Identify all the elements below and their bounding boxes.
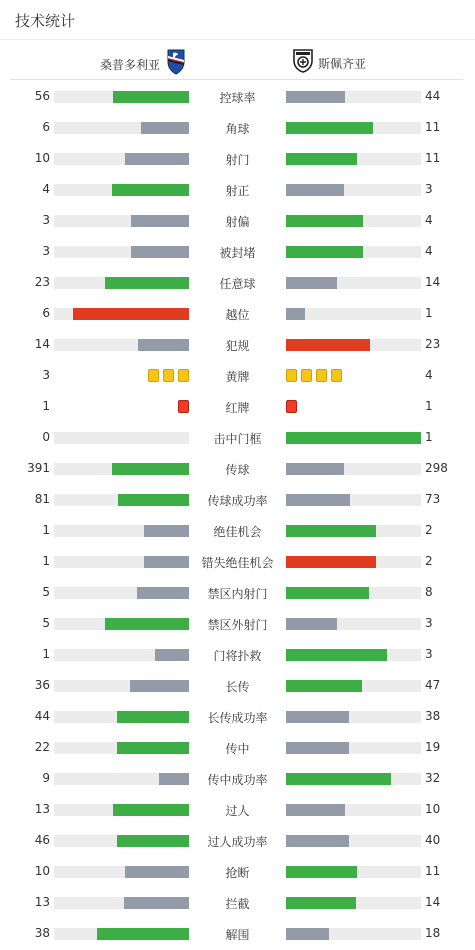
stat-row <box>0 360 475 391</box>
away-cards <box>286 369 342 382</box>
away-stat-value: 14 <box>425 895 441 909</box>
home-bar-fill <box>117 711 189 723</box>
stat-label: 错失绝佳机会 <box>201 556 274 570</box>
home-bar-track <box>54 91 189 103</box>
away-cards <box>286 400 297 413</box>
home-stat-value: 3 <box>42 213 50 227</box>
away-bar-fill <box>286 91 345 103</box>
away-bar-track <box>286 246 421 258</box>
home-stat-value: 9 <box>42 771 50 785</box>
stat-row <box>0 701 475 732</box>
home-bar-fill <box>155 649 189 661</box>
home-stat-value: 10 <box>34 864 50 878</box>
home-bar-track <box>54 246 189 258</box>
away-bar-fill <box>286 184 344 196</box>
home-stat-value: 391 <box>27 461 50 475</box>
stat-label: 任意球 <box>219 277 256 291</box>
away-bar-fill <box>286 277 337 289</box>
stat-label: 长传成功率 <box>207 711 268 725</box>
away-bar-fill <box>286 556 376 568</box>
home-bar-fill <box>131 246 189 258</box>
away-bar-fill <box>286 866 357 878</box>
stat-row <box>0 918 475 949</box>
away-stat-value: 3 <box>425 647 433 661</box>
stat-label: 长传 <box>225 680 250 694</box>
home-bar-track <box>54 432 189 444</box>
away-stat-value: 19 <box>425 740 441 754</box>
away-stat-value: 8 <box>425 585 433 599</box>
stat-label: 射门 <box>225 153 250 167</box>
away-bar-track <box>286 649 421 661</box>
yellow-card-icon <box>163 369 174 382</box>
away-stat-value: 4 <box>425 213 433 227</box>
stat-label: 传球 <box>225 463 250 477</box>
home-bar-track <box>54 215 189 227</box>
away-stat-value: 3 <box>425 182 433 196</box>
stat-row <box>0 732 475 763</box>
away-bar-fill <box>286 928 329 940</box>
away-bar-fill <box>286 680 362 692</box>
home-bar-fill <box>137 587 189 599</box>
away-bar-track <box>286 215 421 227</box>
home-stat-value: 1 <box>42 399 50 413</box>
away-stat-value: 1 <box>425 399 433 413</box>
home-bar-track <box>54 494 189 506</box>
stat-label: 射偏 <box>225 215 250 229</box>
home-bar-fill <box>112 184 189 196</box>
away-bar-fill <box>286 897 356 909</box>
away-stat-value: 298 <box>425 461 448 475</box>
home-bar-track <box>54 866 189 878</box>
stat-row <box>0 174 475 205</box>
away-stat-value: 11 <box>425 151 441 165</box>
away-bar-track <box>286 711 421 723</box>
away-bar-track <box>286 122 421 134</box>
away-bar-fill <box>286 494 350 506</box>
stat-label: 被封堵 <box>219 246 256 260</box>
home-cards <box>178 400 189 413</box>
teams-header <box>10 40 463 80</box>
away-bar-track <box>286 463 421 475</box>
yellow-card-icon <box>316 369 327 382</box>
stat-row <box>0 608 475 639</box>
away-bar-fill <box>286 587 369 599</box>
stat-row <box>0 391 475 422</box>
home-bar-track <box>54 463 189 475</box>
stat-label: 控球率 <box>219 91 256 105</box>
away-stat-value: 40 <box>425 833 441 847</box>
stat-row <box>0 329 475 360</box>
home-bar-track <box>54 277 189 289</box>
home-bar-fill <box>117 742 189 754</box>
away-bar-fill <box>286 835 349 847</box>
stat-label: 击中门框 <box>213 432 262 446</box>
home-bar-track <box>54 308 189 320</box>
home-stat-value: 13 <box>34 802 50 816</box>
away-stat-value: 73 <box>425 492 441 506</box>
away-bar-fill <box>286 618 337 630</box>
stat-row <box>0 639 475 670</box>
home-bar-track <box>54 556 189 568</box>
stat-row <box>0 298 475 329</box>
home-bar-track <box>54 928 189 940</box>
home-bar-track <box>54 835 189 847</box>
home-stat-value: 6 <box>42 306 50 320</box>
home-stat-value: 13 <box>34 895 50 909</box>
stat-label: 抢断 <box>225 866 250 880</box>
home-bar-fill <box>118 494 189 506</box>
away-stat-value: 2 <box>425 554 433 568</box>
away-bar-track <box>286 897 421 909</box>
away-stat-value: 4 <box>425 368 433 382</box>
away-team-crest-icon <box>293 49 313 77</box>
away-stat-value: 18 <box>425 926 441 940</box>
away-bar-track <box>286 494 421 506</box>
away-bar-track <box>286 742 421 754</box>
home-bar-fill <box>144 525 189 537</box>
stat-label: 禁区外射门 <box>207 618 268 632</box>
stat-row <box>0 887 475 918</box>
stat-row <box>0 484 475 515</box>
away-stat-value: 1 <box>425 306 433 320</box>
home-bar-track <box>54 618 189 630</box>
home-bar-track <box>54 587 189 599</box>
stat-label: 禁区内射门 <box>207 587 268 601</box>
stat-row <box>0 856 475 887</box>
away-stat-value: 4 <box>425 244 433 258</box>
home-stat-value: 56 <box>34 89 50 103</box>
stat-row <box>0 143 475 174</box>
red-card-icon <box>178 400 189 413</box>
home-stat-value: 0 <box>42 430 50 444</box>
away-stat-value: 47 <box>425 678 441 692</box>
away-bar-track <box>286 587 421 599</box>
stat-label: 犯规 <box>225 339 250 353</box>
away-bar-fill <box>286 711 349 723</box>
stat-label: 拦截 <box>225 897 250 911</box>
away-bar-fill <box>286 432 421 444</box>
home-stat-value: 6 <box>42 120 50 134</box>
home-bar-fill <box>138 339 189 351</box>
away-bar-track <box>286 680 421 692</box>
stat-label: 射正 <box>225 184 250 198</box>
away-bar-fill <box>286 308 305 320</box>
home-stat-value: 22 <box>34 740 50 754</box>
stat-label: 解围 <box>225 928 250 942</box>
home-bar-fill <box>125 866 189 878</box>
home-bar-track <box>54 153 189 165</box>
home-bar-fill <box>130 680 189 692</box>
home-stat-value: 36 <box>34 678 50 692</box>
home-bar-track <box>54 711 189 723</box>
stat-label: 越位 <box>225 308 250 322</box>
home-stat-value: 38 <box>34 926 50 940</box>
home-team-name: 桑普多利亚 <box>100 57 161 72</box>
away-stat-value: 23 <box>425 337 441 351</box>
away-stat-value: 38 <box>425 709 441 723</box>
home-bar-track <box>54 339 189 351</box>
away-bar-fill <box>286 804 345 816</box>
away-bar-fill <box>286 742 349 754</box>
away-bar-track <box>286 184 421 196</box>
away-bar-track <box>286 339 421 351</box>
home-bar-fill <box>105 618 189 630</box>
away-bar-fill <box>286 463 344 475</box>
home-stat-value: 1 <box>42 554 50 568</box>
yellow-card-icon <box>178 369 189 382</box>
home-stat-value: 46 <box>34 833 50 847</box>
away-bar-fill <box>286 339 370 351</box>
home-bar-fill <box>124 897 189 909</box>
stat-label: 红牌 <box>225 401 250 415</box>
away-bar-track <box>286 618 421 630</box>
home-bar-track <box>54 680 189 692</box>
away-bar-fill <box>286 153 357 165</box>
away-bar-track <box>286 432 421 444</box>
home-stat-value: 81 <box>34 492 50 506</box>
home-bar-track <box>54 773 189 785</box>
home-stat-value: 5 <box>42 585 50 599</box>
away-stat-value: 3 <box>425 616 433 630</box>
home-bar-fill <box>113 91 189 103</box>
home-bar-fill <box>144 556 189 568</box>
away-bar-fill <box>286 525 376 537</box>
stat-row <box>0 81 475 112</box>
home-cards <box>148 369 189 382</box>
home-bar-track <box>54 525 189 537</box>
home-stat-value: 44 <box>34 709 50 723</box>
stat-label: 绝佳机会 <box>213 525 262 539</box>
stat-row <box>0 205 475 236</box>
away-stat-value: 32 <box>425 771 441 785</box>
stat-label: 过人 <box>225 804 250 818</box>
stat-row <box>0 112 475 143</box>
away-stat-value: 11 <box>425 864 441 878</box>
away-bar-track <box>286 153 421 165</box>
away-team[interactable] <box>293 49 366 77</box>
stat-label: 黄牌 <box>225 370 250 384</box>
away-bar-fill <box>286 122 373 134</box>
away-bar-fill <box>286 649 387 661</box>
home-stat-value: 3 <box>42 368 50 382</box>
away-bar-track <box>286 835 421 847</box>
stat-row <box>0 453 475 484</box>
red-card-icon <box>286 400 297 413</box>
stat-label: 门将扑救 <box>213 649 262 663</box>
home-stat-value: 4 <box>42 182 50 196</box>
home-bar-fill <box>73 308 189 320</box>
away-bar-track <box>286 525 421 537</box>
away-bar-track <box>286 556 421 568</box>
away-stat-value: 11 <box>425 120 441 134</box>
stats-header <box>0 0 475 40</box>
home-stat-value: 10 <box>34 151 50 165</box>
stat-label: 过人成功率 <box>207 835 268 849</box>
stat-row <box>0 763 475 794</box>
yellow-card-icon <box>286 369 297 382</box>
home-stat-value: 1 <box>42 523 50 537</box>
stat-label: 传中成功率 <box>207 773 268 787</box>
stat-row <box>0 236 475 267</box>
stat-row <box>0 577 475 608</box>
away-bar-track <box>286 804 421 816</box>
stats-list <box>0 81 475 949</box>
home-bar-track <box>54 897 189 909</box>
stat-row <box>0 546 475 577</box>
yellow-card-icon <box>331 369 342 382</box>
yellow-card-icon <box>301 369 312 382</box>
away-bar-track <box>286 773 421 785</box>
home-bar-fill <box>105 277 189 289</box>
home-bar-fill <box>117 835 189 847</box>
away-stat-value: 44 <box>425 89 441 103</box>
stat-row <box>0 825 475 856</box>
away-bar-fill <box>286 773 391 785</box>
away-stat-value: 2 <box>425 523 433 537</box>
away-bar-track <box>286 928 421 940</box>
away-bar-track <box>286 308 421 320</box>
home-stat-value: 23 <box>34 275 50 289</box>
stat-label: 角球 <box>225 122 250 136</box>
away-stat-value: 14 <box>425 275 441 289</box>
home-bar-track <box>54 649 189 661</box>
stat-row <box>0 515 475 546</box>
home-bar-fill <box>159 773 189 785</box>
home-team[interactable] <box>100 49 186 79</box>
home-bar-track <box>54 184 189 196</box>
home-team-crest-icon <box>166 49 186 79</box>
home-bar-track <box>54 122 189 134</box>
page-title: 技术统计 <box>15 12 76 30</box>
away-bar-fill <box>286 215 363 227</box>
home-stat-value: 5 <box>42 616 50 630</box>
home-bar-track <box>54 742 189 754</box>
yellow-card-icon <box>148 369 159 382</box>
stat-label: 传中 <box>225 742 250 756</box>
away-stat-value: 10 <box>425 802 441 816</box>
stat-row <box>0 267 475 298</box>
home-bar-fill <box>125 153 189 165</box>
away-stat-value: 1 <box>425 430 433 444</box>
away-bar-track <box>286 91 421 103</box>
home-bar-fill <box>97 928 189 940</box>
away-bar-track <box>286 866 421 878</box>
home-stat-value: 3 <box>42 244 50 258</box>
home-bar-track <box>54 804 189 816</box>
home-bar-fill <box>112 463 189 475</box>
away-team-name: 斯佩齐亚 <box>318 56 367 71</box>
stat-row <box>0 670 475 701</box>
home-bar-fill <box>113 804 189 816</box>
home-stat-value: 1 <box>42 647 50 661</box>
stat-label: 传球成功率 <box>207 494 268 508</box>
stat-row <box>0 422 475 453</box>
stat-row <box>0 794 475 825</box>
away-bar-track <box>286 277 421 289</box>
away-bar-fill <box>286 246 363 258</box>
home-bar-fill <box>131 215 189 227</box>
home-stat-value: 14 <box>34 337 50 351</box>
home-bar-fill <box>141 122 189 134</box>
